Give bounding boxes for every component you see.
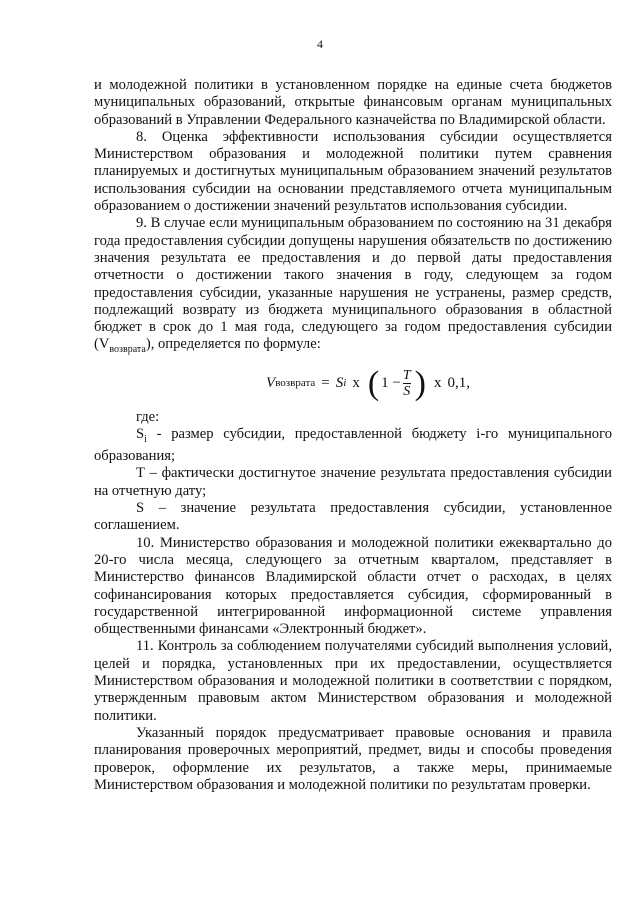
paragraph-9-tail: ), определяется по формуле:: [145, 336, 321, 353]
paragraph-11: 11. Контроль за соблюдением получателями субсидий выполнения условий, целей и порядка, установленных при их предоставлении, осуществляется Министерством образования и молодежной политики в соответствии с порядком, утвержденным правовым актом Министерством образования и молодежной политики.: [94, 638, 612, 724]
paragraph-9-text: 9. В случае если муниципальным образованием по состоянию на 31 декабря года предоставления субсидии допущены нарушения обязательств по достижению значения результата ее предоставления и до первой даты предоставления отчетности о достижении такого значения в году, следующем за годом предоставления субсидии, указанные нарушения не устранены, размер средств, подлежащий возврату из бюджета муниципального образования в областной бюджет в срок до 1 мая года, следующего за годом предоставления субсидии (V: [94, 215, 612, 353]
formula-open-paren: (: [367, 364, 380, 402]
definition-si-sub: i: [144, 433, 147, 445]
formula-times-1: x: [352, 375, 360, 391]
definition-si-var: S: [136, 425, 145, 442]
paragraph-continuation: и молодежной политики в установленном порядке на единые счета бюджетов муниципальных образований, открытые финансовым органам муниципальных образований в Управлении Федерального казначейства по Владимирской области.: [94, 77, 612, 128]
formula-numerator: T: [402, 368, 411, 384]
paragraph-9: [94, 215, 612, 358]
definition-s: S – значение результата предоставления субсидии, установленное соглашением.: [94, 500, 612, 534]
formula-close-paren: ): [414, 364, 426, 402]
formula-s-sub: i: [343, 377, 347, 389]
paragraph-final: Указанный порядок предусматривает правовые основания и правила планирования проверочных мероприятий, предмет, виды и способы проведения проверок, оформление их результатов, а также меры, принимаемые Министерством образования и молодежной политики по результатам проверки.: [94, 724, 612, 793]
refund-formula: [94, 359, 612, 409]
formula-fraction: [403, 368, 411, 399]
formula-coefficient: 0,1,: [447, 375, 470, 391]
formula-denominator: S: [403, 384, 411, 400]
formula-lhs-var: V: [266, 375, 276, 391]
definition-si-text: - размер субсидии, предоставленной бюджету i-го муниципального образования;: [94, 425, 612, 465]
formula-times-2: x: [433, 375, 442, 391]
paragraph-9-subscript: возврата: [109, 344, 146, 356]
definition-si: [94, 426, 612, 466]
formula-one-minus: 1 −: [381, 375, 401, 391]
formula-s-var: S: [335, 375, 344, 391]
where-label: где:: [136, 408, 160, 425]
formula-equals: =: [321, 375, 330, 391]
paragraph-8: 8. Оценка эффективности использования субсидии осуществляется Министерством образования и молодежной политики путем сравнения планируемых и достигнутых муниципальным образованием значений результатов использования субсидии на основании представляемого отчета муниципальным образованием о достижении значений результатов использования субсидии.: [94, 128, 612, 215]
definition-t: Т – фактически достигнутое значение результата предоставления субсидии на отчетную дату;: [94, 465, 612, 499]
page-number: 4: [317, 37, 323, 51]
formula-lhs-sub: возврата: [275, 377, 316, 389]
paragraph-10: 10. Министерство образования и молодежной политики ежеквартально до 20-го числа месяца, следующего за отчетным кварталом, представляет в Министерство финансов Владимирской области отчет о расходах, в целях софинансирования которых предоставляется субсидия, сформированный в государственной интегрированной информационной системе управления общественными финансами «Электронный бюджет».: [94, 534, 612, 638]
document-body: [94, 77, 612, 794]
